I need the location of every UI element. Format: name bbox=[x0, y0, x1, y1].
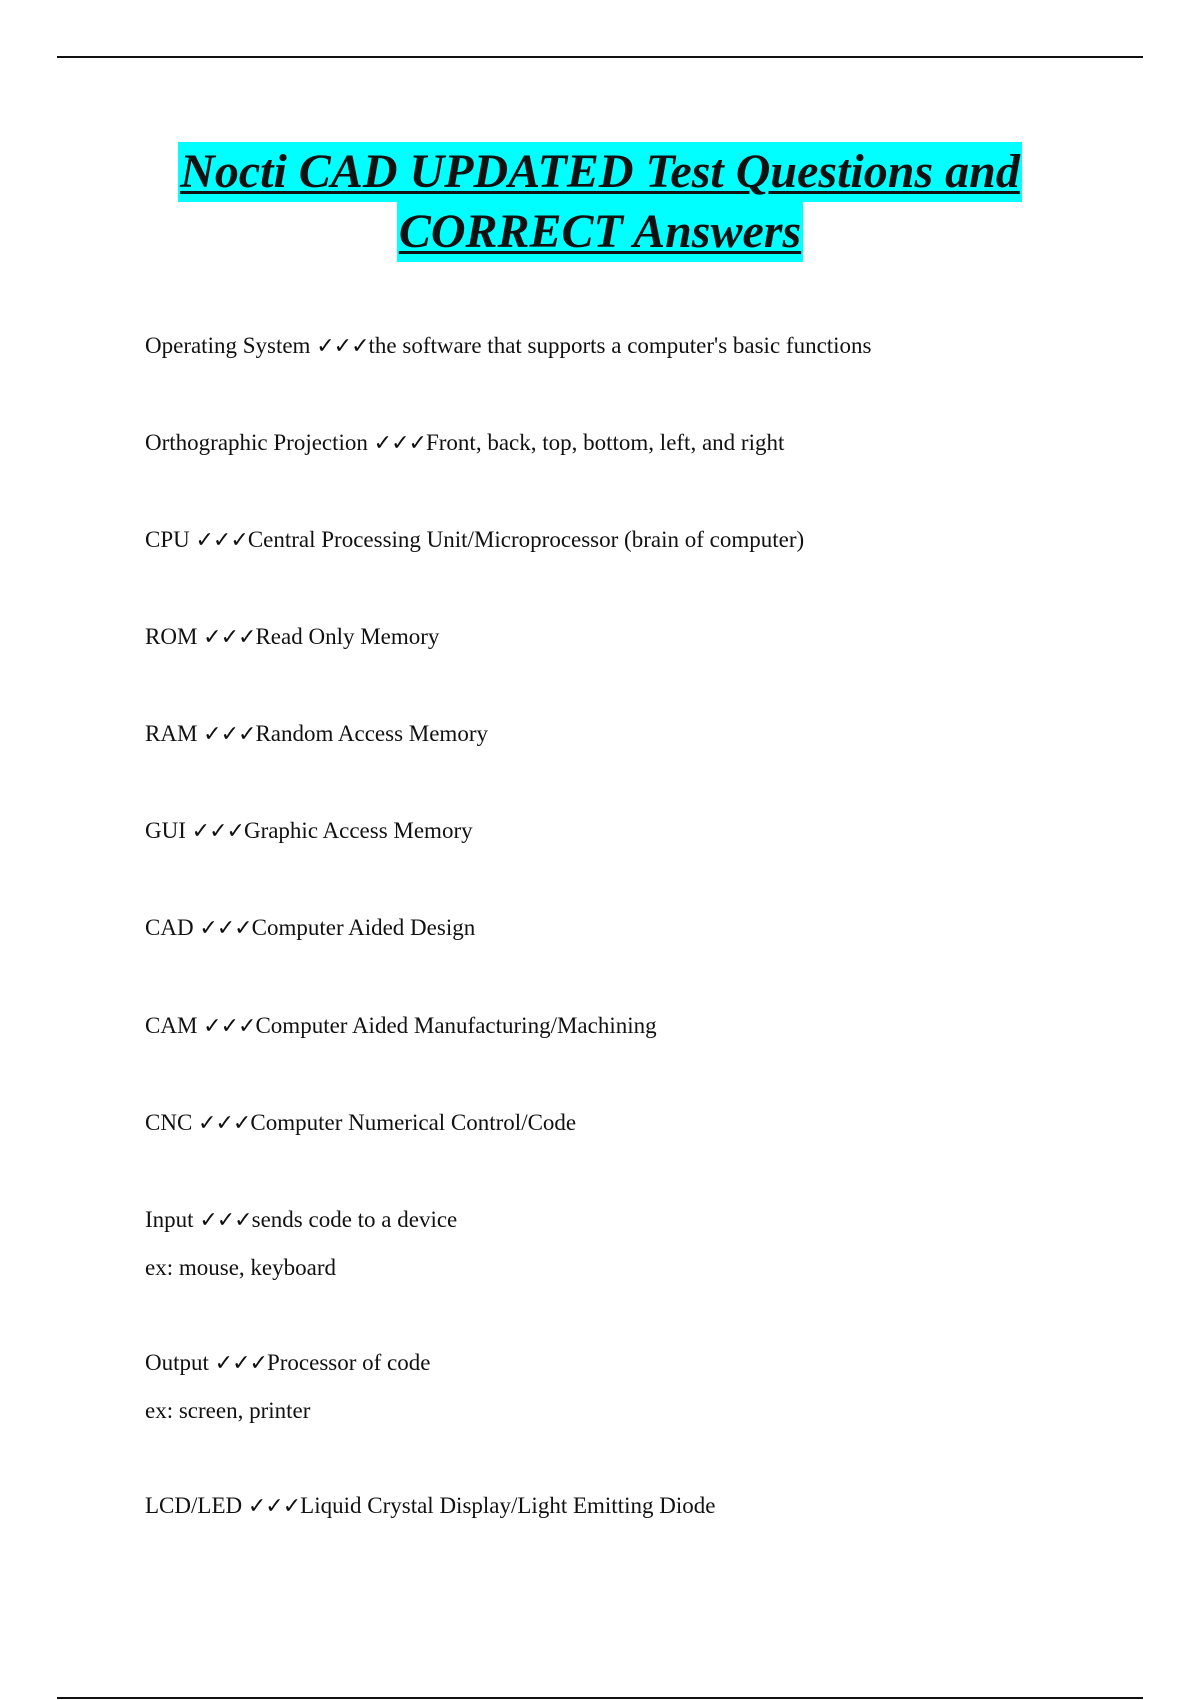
check-marks-icon: ✓✓✓ bbox=[199, 1208, 252, 1233]
footer-rule bbox=[57, 1697, 1143, 1699]
qa-answer: the software that supports a computer's basic functions bbox=[368, 333, 872, 358]
qa-item-input bbox=[145, 1205, 457, 1283]
qa-answer: Read Only Memory bbox=[255, 624, 440, 649]
qa-item-cam bbox=[145, 1011, 657, 1042]
qa-item-cpu bbox=[145, 525, 804, 556]
qa-answer: Random Access Memory bbox=[255, 721, 488, 746]
qa-term: Operating System bbox=[145, 333, 311, 358]
qa-item-cnc bbox=[145, 1108, 576, 1139]
check-marks-icon: ✓✓✓ bbox=[373, 431, 426, 456]
qa-item-orthographic-projection bbox=[145, 428, 784, 459]
qa-answer: Computer Aided Design bbox=[251, 915, 476, 940]
qa-item-operating-system bbox=[145, 331, 872, 362]
check-marks-icon: ✓✓✓ bbox=[203, 1014, 256, 1039]
qa-answer: sends code to a device bbox=[251, 1207, 458, 1232]
check-marks-icon: ✓✓✓ bbox=[316, 334, 369, 359]
qa-term: RAM bbox=[145, 721, 198, 746]
title-line-1: Nocti CAD UPDATED Test Questions and bbox=[178, 142, 1022, 202]
qa-term: ROM bbox=[145, 624, 198, 649]
qa-term: Output bbox=[145, 1350, 209, 1375]
qa-item-cad bbox=[145, 913, 475, 944]
check-marks-icon: ✓✓✓ bbox=[203, 625, 256, 650]
qa-item-lcd-led bbox=[145, 1491, 715, 1522]
qa-example: ex: screen, printer bbox=[145, 1398, 311, 1423]
check-marks-icon: ✓✓✓ bbox=[198, 1111, 251, 1136]
check-marks-icon: ✓✓✓ bbox=[195, 528, 248, 553]
qa-item-gui bbox=[145, 816, 473, 847]
qa-term: Input bbox=[145, 1207, 194, 1232]
check-marks-icon: ✓✓✓ bbox=[191, 819, 244, 844]
qa-term: GUI bbox=[145, 818, 186, 843]
qa-term: Orthographic Projection bbox=[145, 430, 368, 455]
header-rule bbox=[57, 56, 1143, 58]
check-marks-icon: ✓✓✓ bbox=[247, 1494, 301, 1519]
qa-item-rom bbox=[145, 622, 439, 653]
qa-answer: Central Processing Unit/Microprocessor (brain of computer) bbox=[247, 527, 805, 552]
qa-answer: Liquid Crystal Display/Light Emitting Diode bbox=[300, 1493, 716, 1518]
check-marks-icon: ✓✓✓ bbox=[203, 722, 256, 747]
qa-term: CNC bbox=[145, 1110, 193, 1135]
check-marks-icon: ✓✓✓ bbox=[199, 916, 252, 941]
qa-answer: Graphic Access Memory bbox=[243, 818, 473, 843]
qa-term: CPU bbox=[145, 527, 190, 552]
qa-term: LCD/LED bbox=[145, 1493, 243, 1518]
qa-answer: Computer Numerical Control/Code bbox=[250, 1110, 577, 1135]
check-marks-icon: ✓✓✓ bbox=[214, 1351, 267, 1376]
qa-example: ex: mouse, keyboard bbox=[145, 1255, 336, 1280]
qa-item-ram bbox=[145, 719, 488, 750]
qa-answer: Computer Aided Manufacturing/Machining bbox=[255, 1013, 657, 1038]
title-line-2: CORRECT Answers bbox=[397, 202, 803, 262]
qa-item-output bbox=[145, 1348, 430, 1426]
qa-term: CAM bbox=[145, 1013, 198, 1038]
qa-answer: Processor of code bbox=[266, 1350, 431, 1375]
qa-answer: Front, back, top, bottom, left, and right bbox=[425, 430, 785, 455]
qa-term: CAD bbox=[145, 915, 194, 940]
document-title bbox=[0, 142, 1200, 262]
